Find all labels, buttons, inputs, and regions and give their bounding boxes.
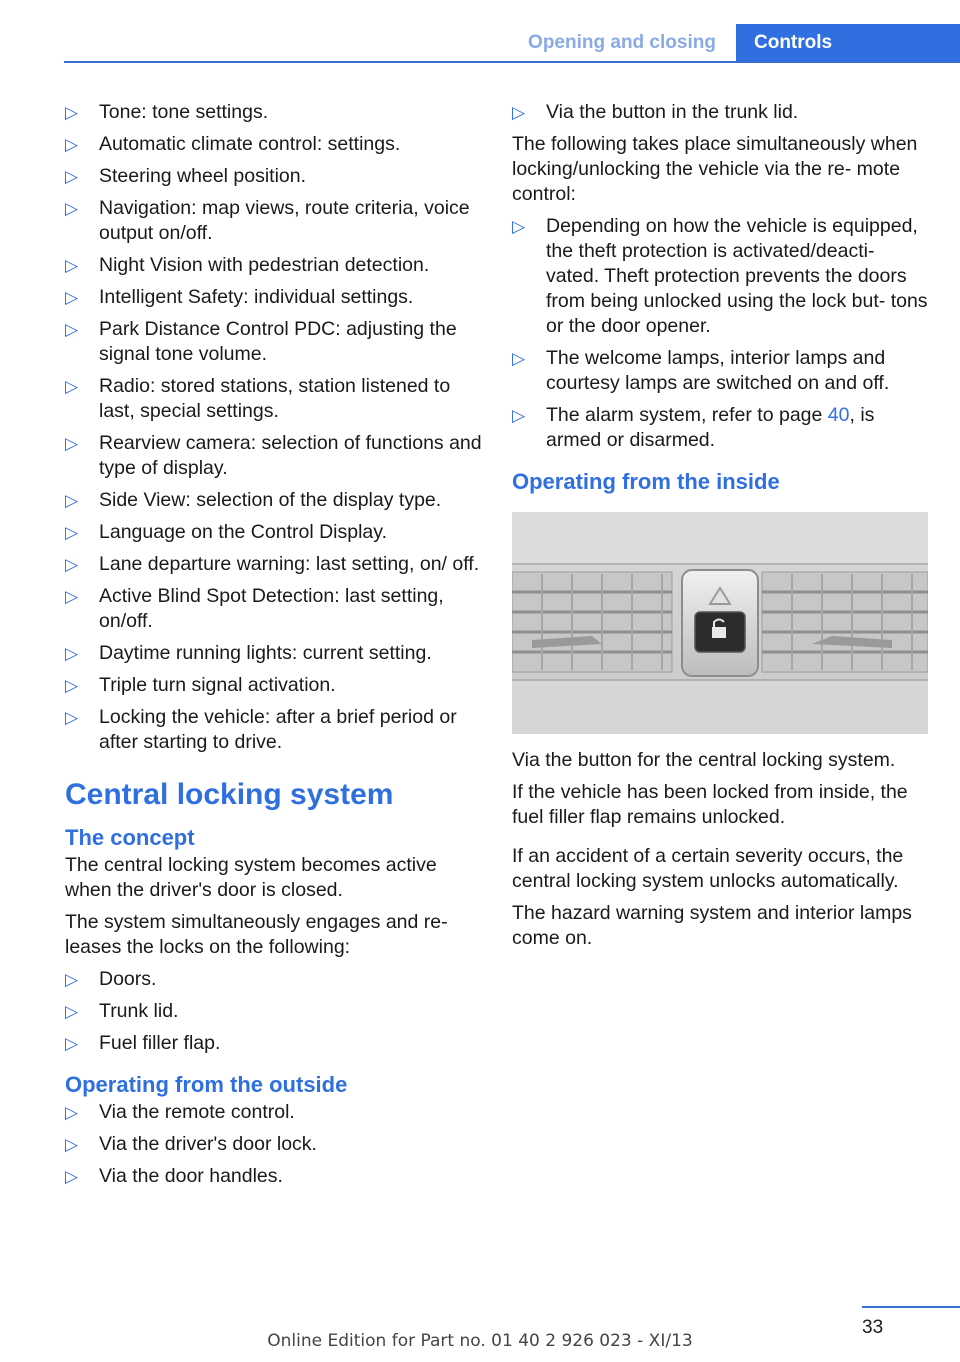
list-item: ▷ Navigation: map views, route criteria, voice output on/off. — [65, 197, 470, 244]
list-item: ▷ Park Distance Control PDC: adjusting the signal tone volume. — [65, 318, 457, 365]
triangle-bullet-icon: ▷ — [65, 555, 79, 574]
list-item: ▷ Doors. — [65, 968, 157, 990]
list-item: ▷ Locking the vehicle: after a brief period or after starting to drive. — [65, 706, 457, 753]
list-item: ▷ Daytime running lights: current setting. — [65, 642, 432, 664]
list-item: ▷ Night Vision with pedestrian detection. — [65, 254, 430, 276]
triangle-bullet-icon: ▷ — [65, 676, 79, 695]
simultaneous-list — [512, 214, 932, 453]
triangle-bullet-icon: ▷ — [65, 491, 79, 510]
triangle-bullet-icon: ▷ — [65, 288, 79, 307]
triangle-bullet-icon: ▷ — [65, 644, 79, 663]
triangle-bullet-icon: ▷ — [65, 1135, 79, 1154]
triangle-bullet-icon: ▷ — [65, 199, 79, 218]
list-item: ▷ Side View: selection of the display type. — [65, 489, 442, 511]
list-item: ▷ The alarm system, refer to page 40, is armed or disarmed. — [512, 404, 875, 451]
list-item: ▷ Language on the Control Display. — [65, 521, 387, 543]
paragraph-inside-4: The hazard warning system and interior lamps come on. — [512, 902, 912, 949]
triangle-bullet-icon: ▷ — [65, 434, 79, 453]
vent-panel-illustration — [512, 512, 928, 734]
footer-rule — [862, 1306, 960, 1308]
triangle-bullet-icon: ▷ — [65, 587, 79, 606]
triangle-bullet-icon: ▷ — [65, 1103, 79, 1122]
central-locking-button-figure — [512, 512, 928, 734]
triangle-bullet-icon: ▷ — [65, 1167, 79, 1186]
triangle-bullet-icon: ▷ — [512, 217, 526, 236]
list-item: ▷ Steering wheel position. — [65, 165, 307, 187]
triangle-bullet-icon: ▷ — [65, 1034, 79, 1053]
triangle-bullet-icon: ▷ — [512, 349, 526, 368]
paragraph-concept-1: The central locking system becomes active when the driver's door is closed. — [65, 854, 437, 901]
list-item: ▷ Rearview camera: selection of functions and type of display. — [65, 432, 482, 479]
paragraph-inside-2: If the vehicle has been locked from inside, the fuel filler flap remains unlocked. — [512, 781, 908, 828]
list-item: ▷ Tone: tone settings. — [65, 101, 269, 123]
settings-list — [65, 100, 485, 755]
right-column — [512, 100, 932, 958]
paragraph-simultaneous: The following takes place simultaneously when locking/unlocking the vehicle via the re‐ mote control: — [512, 133, 918, 205]
left-column — [65, 100, 485, 1196]
header-section-tab: Opening and closing — [528, 31, 716, 53]
triangle-bullet-icon: ▷ — [65, 523, 79, 542]
list-item: ▷ Automatic climate control: settings. — [65, 133, 401, 155]
locks-list — [65, 967, 485, 1056]
list-item: ▷ The welcome lamps, interior lamps and courtesy lamps are switched on and off. — [512, 347, 890, 394]
triangle-bullet-icon: ▷ — [65, 135, 79, 154]
header-rule — [64, 61, 960, 63]
list-item: ▷ Triple turn signal activation. — [65, 674, 336, 696]
page-number: 33 — [862, 1317, 884, 1338]
list-item: ▷ Via the remote control. — [65, 1101, 295, 1123]
list-item: ▷ Trunk lid. — [65, 1000, 179, 1022]
list-item: ▷ Intelligent Safety: individual settings. — [65, 286, 414, 308]
paragraph-inside-1: Via the button for the central locking system. — [512, 749, 896, 771]
footer-edition: Online Edition for Part no. 01 40 2 926 023 - XI/13 — [267, 1331, 693, 1351]
list-item: ▷ Active Blind Spot Detection: last setting, on/off. — [65, 585, 444, 632]
triangle-bullet-icon: ▷ — [512, 406, 526, 425]
triangle-bullet-icon: ▷ — [65, 167, 79, 186]
list-item: ▷ Via the door handles. — [65, 1165, 283, 1187]
page-40-link[interactable]: 40 — [827, 404, 850, 426]
triangle-bullet-icon: ▷ — [65, 970, 79, 989]
outside-list — [65, 1100, 485, 1189]
list-item: ▷ Fuel filler flap. — [65, 1032, 221, 1054]
triangle-bullet-icon: ▷ — [65, 320, 79, 339]
triangle-bullet-icon: ▷ — [65, 708, 79, 727]
header-chapter-tab: Controls — [736, 24, 960, 62]
list-item: ▷ Via the button in the trunk lid. — [512, 101, 799, 123]
list-item: ▷ Depending on how the vehicle is equipped, the theft protection is activated/deacti‐ vated. Theft protection prevents the doors from being unlocked using the lock but‐ tons or the door opener. — [512, 215, 928, 337]
list-item: ▷ Lane departure warning: last setting, on/ off. — [65, 553, 480, 575]
heading-concept: The concept — [65, 825, 195, 850]
heading-central-locking: Central locking system — [65, 778, 394, 811]
outside-list-continued — [512, 100, 932, 125]
heading-operating-outside: Operating from the outside — [65, 1072, 348, 1097]
triangle-bullet-icon: ▷ — [65, 377, 79, 396]
list-item: ▷ Radio: stored stations, station listened to last, special settings. — [65, 375, 451, 422]
paragraph-inside-3: If an accident of a certain severity occurs, the central locking system unlocks automatically. — [512, 845, 904, 892]
triangle-bullet-icon: ▷ — [65, 1002, 79, 1021]
triangle-bullet-icon: ▷ — [512, 103, 526, 122]
triangle-bullet-icon: ▷ — [65, 256, 79, 275]
triangle-bullet-icon: ▷ — [65, 103, 79, 122]
heading-operating-inside: Operating from the inside — [512, 469, 780, 494]
paragraph-concept-2: The system simultaneously engages and re‐ leases the locks on the following: — [65, 911, 448, 958]
list-item: ▷ Via the driver's door lock. — [65, 1133, 317, 1155]
